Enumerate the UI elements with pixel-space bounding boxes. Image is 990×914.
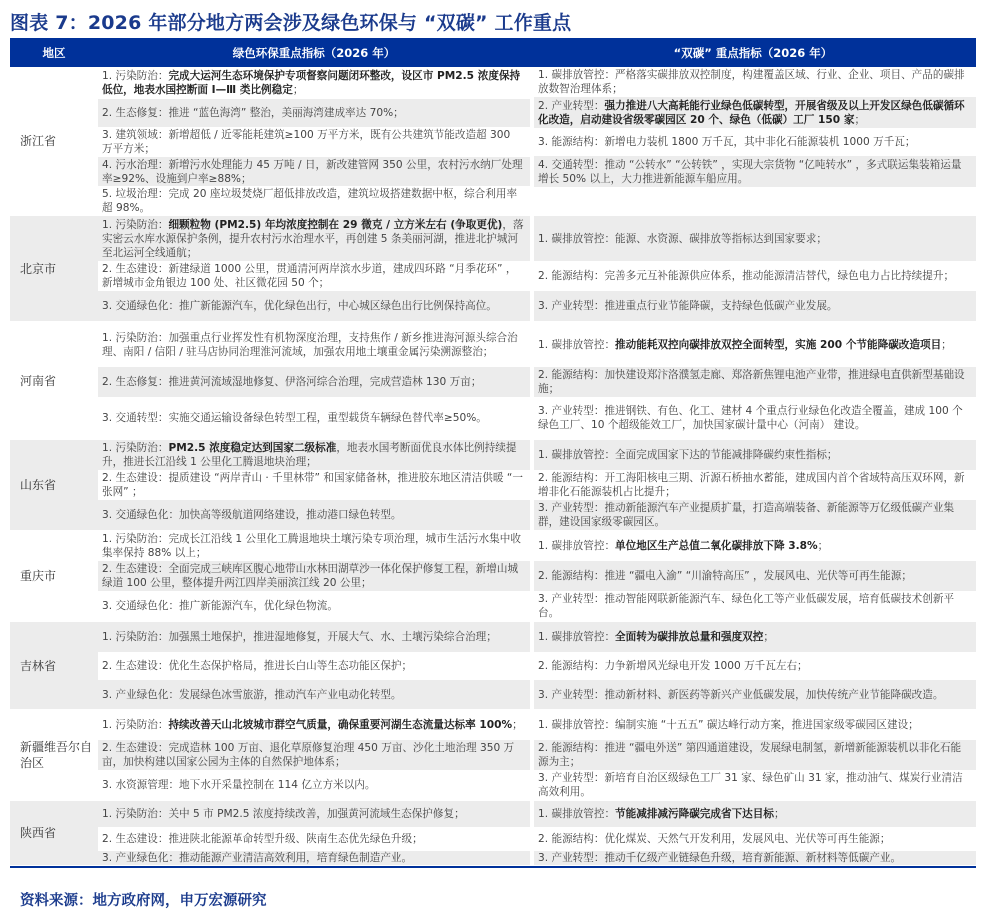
item-text: 3. 产业转型：推动新材料、新医药等新兴产业低碳发展，加快传统产业节能降碳改造。 xyxy=(538,688,944,701)
item-text: 1. 污染防治： xyxy=(102,719,169,731)
carbon-indicator-item xyxy=(534,851,976,865)
item-text: 3. 产业转型：新培育自治区级绿色工厂 31 家、绿色矿山 31 家，推动油气、煤炭行业清洁高效利用。 xyxy=(538,772,963,798)
green-indicator-item xyxy=(98,740,530,770)
item-highlight-text: 持续改善天山北坡城市群空气质量，确保重要河湖生态流量达标率 100% xyxy=(168,719,513,731)
green-indicator-item xyxy=(98,561,530,591)
green-indicator-column xyxy=(98,622,530,709)
carbon-indicator-item xyxy=(534,827,976,851)
carbon-indicator-column xyxy=(530,531,976,621)
carbon-indicator-item xyxy=(534,801,976,827)
item-text: 1. 碳排放管控： xyxy=(538,338,616,351)
item-text-suffix: ； xyxy=(773,808,785,820)
region-name: 山东省 xyxy=(10,440,98,530)
green-indicator-item xyxy=(98,127,530,157)
carbon-indicator-item xyxy=(534,770,976,800)
carbon-indicator-item xyxy=(534,500,976,530)
green-indicator-item xyxy=(98,470,530,500)
item-highlight-text: 完成大运河生态环境保护专项督察问题闭环整改，设区市 PM2.5 浓度保持低位，地表水国控断面 Ⅰ—Ⅲ 类比例稳定 xyxy=(102,70,521,96)
item-text: 1. 污染防治：加强黑土地保护，推进湿地修复，开展大气、水、土壤污染综合治理； xyxy=(102,631,497,643)
carbon-indicator-item xyxy=(534,367,976,397)
item-text: 3. 产业转型：推进钢铁、有色、化工、建材 4 个重点行业绿色化改造全覆盖，建成 100 个绿色工厂、10 个超级能效工厂，加快国家碳计量中心（河南） 建设。 xyxy=(538,405,963,431)
carbon-indicator-item xyxy=(534,680,976,709)
item-text: 3. 产业转型：推动新能源汽车产业提质扩量，打造高端装备、新能源等万亿级低碳产业集群，建设国家级零碳园区。 xyxy=(538,502,955,528)
item-text: 3. 建筑领域：新增超低 / 近零能耗建筑≥100 万平方米，既有公共建筑节能改造超 300 万平方米； xyxy=(102,129,511,155)
item-text: 1. 碳排放管控： xyxy=(538,808,616,820)
item-text: 3. 水资源管理：地下水开采量控制在 114 亿立方米以内。 xyxy=(102,779,376,791)
green-indicator-item xyxy=(98,827,530,851)
green-indicator-item xyxy=(98,322,530,367)
item-text: 1. 污染防治： xyxy=(102,442,169,454)
region-name: 吉林省 xyxy=(10,622,98,709)
item-text: 3. 产业转型：推进重点行业节能降碳，支持绿色低碳产业发展。 xyxy=(538,300,838,312)
item-text: 2. 生态建设：推进陕北能源革命转型升级、陕南生态优先绿色升级； xyxy=(102,833,423,845)
green-indicator-item xyxy=(98,801,530,827)
item-text: 3. 交通绿色化：推广新能源汽车，优化绿色出行，中心城区绿色出行比例保持高位。 xyxy=(102,300,497,312)
item-highlight-text: 推动能耗双控向碳排放双控全面转型，实施 200 个节能降碳改造项目 xyxy=(615,338,942,351)
item-text: 2. 能源结构：开工海阳核电三期、沂源石桥抽水蓄能，建成国内首个省域特高压双环网，新增非化石能源装机占比提升； xyxy=(538,472,965,498)
item-text: 1. 污染防治：关中 5 市 PM2.5 浓度持续改善，加强黄河流域生态保护修复； xyxy=(102,808,465,820)
region-name: 新疆维吾尔自治区 xyxy=(10,710,98,800)
carbon-indicator-item xyxy=(534,710,976,740)
policy-table xyxy=(10,38,976,866)
green-indicator-item xyxy=(98,591,530,621)
carbon-indicator-item xyxy=(534,561,976,591)
item-text-suffix: ； xyxy=(512,719,523,731)
carbon-indicator-item xyxy=(534,470,976,500)
green-indicator-item xyxy=(98,622,530,652)
table-row xyxy=(10,440,976,531)
item-text: 1. 碳排放管控： xyxy=(538,631,616,643)
item-text: 3. 交通转型：实施交通运输设备绿色转型工程，重型载货车辆绿色替代率≥50%。 xyxy=(102,412,487,424)
figure-title: 图表 7：2026 年部分地方两会涉及绿色环保与 “双碳” 工作重点 xyxy=(10,12,572,34)
item-text: 1. 污染防治： xyxy=(102,218,169,231)
carbon-indicator-item xyxy=(534,591,976,621)
green-indicator-column xyxy=(98,710,530,800)
green-indicator-item xyxy=(98,440,530,470)
item-highlight-text: 全面转为碳排放总量和强度双控 xyxy=(615,631,764,643)
item-text: 2. 生态建设：完成造林 100 万亩、退化草原修复治理 450 万亩、沙化土地治理 350 万亩，加快构建以国家公园为主体的自然保护地体系； xyxy=(102,742,515,768)
carbon-indicator-item xyxy=(534,531,976,561)
item-text-suffix: ； xyxy=(854,113,866,126)
item-text: 3. 产业转型：推动千亿级产业链绿色升级，培育新能源、新材料等低碳产业。 xyxy=(538,852,902,864)
table-body xyxy=(10,67,976,866)
green-indicator-column xyxy=(98,67,530,215)
item-text: 4. 污水治理：新增污水处理能力 45 万吨 / 日，新改建管网 350 公里，农村污水纳厂处理率≥92%、设施到户率≥88%； xyxy=(102,158,523,185)
green-indicator-column xyxy=(98,531,530,621)
carbon-indicator-item xyxy=(534,156,976,187)
item-text: 3. 产业绿色化：推动能源产业清洁高效利用，培育绿色制造产业。 xyxy=(102,852,413,864)
green-indicator-item xyxy=(98,291,530,321)
table-row xyxy=(10,67,976,216)
item-text-suffix: ； xyxy=(941,338,952,351)
item-text-suffix: ； xyxy=(292,84,304,96)
item-text: 2. 生态修复：推进 “蓝色海湾” 整治，美丽海湾建成率达 70%； xyxy=(102,107,404,119)
item-text: 3. 产业绿色化：发展绿色冰雪旅游，推动汽车产业电动化转型。 xyxy=(102,688,402,701)
item-text: 1. 碳排放管控： xyxy=(538,540,616,552)
item-highlight-text: PM2.5 浓度稳定达到国家二级标准 xyxy=(168,442,337,454)
item-text: 2. 生态修复：推进黄河流域湿地修复、伊洛河综合治理，完成营造林 130 万亩； xyxy=(102,376,482,388)
green-indicator-item xyxy=(98,500,530,530)
item-highlight-text: 强力推进八大高耗能行业绿色低碳转型，开展省级及以上开发区绿色低碳循环化改造，启动建设省级零碳园区 20 个、绿色（低碳）工厂 150 家 xyxy=(538,99,965,126)
green-indicator-item xyxy=(98,680,530,709)
green-indicator-column xyxy=(98,801,530,865)
region-name: 浙江省 xyxy=(10,67,98,215)
carbon-indicator-item xyxy=(534,291,976,321)
green-indicator-item xyxy=(98,67,530,99)
region-name: 陕西省 xyxy=(10,801,98,865)
item-text: 2. 能源结构：完善多元互补能源供应体系，推动能源清洁替代，绿色电力占比持续提升； xyxy=(538,270,955,282)
carbon-indicator-item xyxy=(534,128,976,156)
region-name: 北京市 xyxy=(10,216,98,321)
table-row xyxy=(10,322,976,440)
item-text: 2. 生态建设：全面完成三峡库区腹心地带山水林田湖草沙一体化保护修复工程，新增山城绿道 100 公里，整体提升两江四岸美丽滨江线 20 公里； xyxy=(102,563,519,589)
carbon-indicator-item xyxy=(534,187,976,215)
carbon-indicator-item xyxy=(534,322,976,367)
carbon-indicator-column xyxy=(530,710,976,800)
item-text: 3. 能源结构：新增电力装机 1800 万千瓦，其中非化石能源装机 1000 万千瓦； xyxy=(538,136,916,148)
carbon-indicator-item xyxy=(534,397,976,439)
item-text: 1. 污染防治：完成长江沿线 1 公里化工腾退地块土壤污染专项治理，城市生活污水集中收集率保持 88% 以上； xyxy=(102,533,521,559)
item-text: 1. 碳排放管控：编制实施 “十五五” 碳达峰行动方案，推进国家级零碳园区建设； xyxy=(538,719,919,731)
green-indicator-item xyxy=(98,770,530,800)
table-header xyxy=(10,38,976,67)
carbon-indicator-column xyxy=(530,216,976,321)
item-text-suffix: ，地表水国考断面优良水体比例持续提升，推进长江沿线 1 公里化工腾退地块治理； xyxy=(102,442,517,468)
item-highlight-text: 细颗粒物 (PM2.5) 年均浓度控制在 29 微克 / 立方米左右 (争取更优) xyxy=(168,218,503,231)
item-text: 3. 交通绿色化：推广新能源汽车，优化绿色物流。 xyxy=(102,600,338,612)
green-indicator-item xyxy=(98,397,530,439)
item-text-suffix: ，落实密云水库水源保护条例，提升农村污水治理水平，再创建 5 条美丽河湖，推进北护城河至北运河全线通航； xyxy=(102,218,524,259)
carbon-indicator-item xyxy=(534,216,976,261)
green-indicator-column xyxy=(98,216,530,321)
carbon-indicator-column xyxy=(530,322,976,439)
carbon-indicator-column xyxy=(530,67,976,215)
item-text-suffix: ； xyxy=(763,631,774,643)
green-indicator-item xyxy=(98,531,530,561)
green-indicator-item xyxy=(98,157,530,186)
item-text: 2. 能源结构：力争新增风光绿电开发 1000 万千瓦左右； xyxy=(538,660,808,672)
header-region: 地区 xyxy=(42,45,66,60)
green-indicator-item xyxy=(98,261,530,291)
carbon-indicator-column xyxy=(530,440,976,530)
item-text: 4. 交通转型：推动 “公转水” “公转铁” ，实现大宗货物 “亿吨转水” ，多式联运集装箱运量增长 50% 以上，大力推进新能源车船应用。 xyxy=(538,158,962,185)
carbon-indicator-item xyxy=(534,261,976,291)
table-bottom-rule xyxy=(10,866,976,868)
item-text: 2. 产业转型： xyxy=(538,99,605,112)
carbon-indicator-item xyxy=(534,97,976,128)
green-indicator-column xyxy=(98,322,530,439)
table-row xyxy=(10,801,976,866)
item-text: 3. 产业转型：推动智能网联新能源汽车、绿色化工等产业低碳发展，培育低碳技术创新平台。 xyxy=(538,593,955,619)
item-text: 2. 能源结构：推进 “疆电入渝” “川渝特高压” ，发展风电、光伏等可再生能源； xyxy=(538,570,912,582)
item-text: 1. 碳排放管控：严格落实碳排放双控制度，构建覆盖区域、行业、企业、项目、产品的碳排放数智治理体系； xyxy=(538,69,965,95)
item-text: 2. 生态建设：新建绿道 1000 公里，贯通清河两岸滨水步道，建成四环路 “月季花环” ，新增城市金角银边 100 处、社区微花园 50 个； xyxy=(102,263,517,289)
green-indicator-item xyxy=(98,216,530,261)
table-row xyxy=(10,710,976,801)
green-indicator-item xyxy=(98,710,530,740)
green-indicator-item xyxy=(98,99,530,127)
item-text: 3. 交通绿色化：加快高等级航道网络建设，推动港口绿色转型。 xyxy=(102,509,402,521)
item-text: 5. 垃圾治理：完成 20 座垃圾焚烧厂超低排放改造，建筑垃圾搭建数据中枢，综合利用率超 98%。 xyxy=(102,187,518,214)
carbon-indicator-item xyxy=(534,67,976,97)
header-green-indicators: 绿色环保重点指标（2026 年） xyxy=(232,45,396,60)
region-name: 河南省 xyxy=(10,322,98,439)
item-text: 1. 碳排放管控：全面完成国家下达的节能减排降碳约束性指标； xyxy=(538,449,838,461)
item-text-suffix: ； xyxy=(817,540,829,552)
item-highlight-text: 单位地区生产总值二氧化碳排放下降 3.8% xyxy=(615,540,818,552)
item-text: 2. 能源结构：优化煤炭、天然气开发利用，发展风电、光伏等可再生能源； xyxy=(538,833,891,845)
table-row xyxy=(10,216,976,322)
green-indicator-item xyxy=(98,367,530,397)
carbon-indicator-item xyxy=(534,440,976,470)
item-text: 2. 生态建设：优化生态保护格局，推进长白山等生态功能区保护； xyxy=(102,660,413,672)
item-text: 2. 能源结构：加快建设郑汴洛濮氢走廊、郑洛新焦锂电池产业带，推进绿电直供新型基础设施； xyxy=(538,369,965,395)
source-note: 资料来源：地方政府网，申万宏源研究 xyxy=(20,893,267,909)
header-carbon-indicators: “双碳” 重点指标（2026 年） xyxy=(673,45,833,60)
green-indicator-item xyxy=(98,652,530,680)
carbon-indicator-column xyxy=(530,801,976,865)
table-row xyxy=(10,531,976,622)
carbon-indicator-item xyxy=(534,622,976,652)
item-text: 1. 污染防治：加强重点行业挥发性有机物深度治理，支持焦作 / 新乡推进海河源头综合治理、南阳 / 信阳 / 驻马店协同治理淮河流域，加强农用地土壤重金属污染溯源整治； xyxy=(102,331,518,358)
item-text: 2. 生态建设：提质建设 “两岸青山 · 千里林带” 和国家储备林，推进胶东地区清洁供暖 “一张网” ； xyxy=(102,472,523,498)
region-name: 重庆市 xyxy=(10,531,98,621)
item-highlight-text: 节能减排减污降碳完成省下达目标 xyxy=(615,808,774,820)
green-indicator-item xyxy=(98,186,530,215)
item-text: 1. 污染防治： xyxy=(102,70,169,82)
green-indicator-column xyxy=(98,440,530,530)
carbon-indicator-item xyxy=(534,740,976,770)
table-row xyxy=(10,622,976,710)
green-indicator-item xyxy=(98,851,530,865)
item-text: 2. 能源结构：推进 “疆电外送” 第四通道建设，发展绿电制氢，新增新能源装机以非化石能源为主； xyxy=(538,742,962,768)
carbon-indicator-item xyxy=(534,652,976,680)
item-text: 1. 碳排放管控：能源、水资源、碳排放等指标达到国家要求； xyxy=(538,232,827,245)
carbon-indicator-column xyxy=(530,622,976,709)
